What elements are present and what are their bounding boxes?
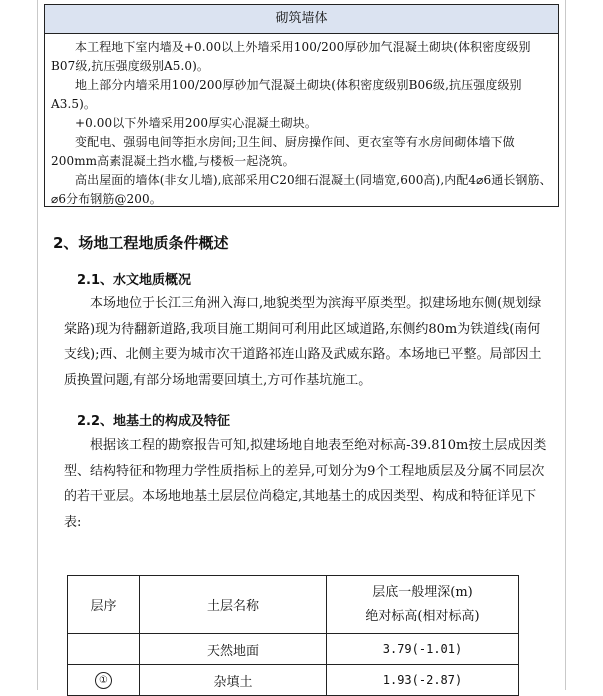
foundation-soil-paragraph: 根据该工程的勘察报告可知,拟建场地自地表至绝对标高-39.810m按土层成因类型、结构特征和物理力学性质指标上的差异,可划分为9个工程地质层及分属不同层次的若干亚层。本场地地基土层层位尚稳定,其地基土的成因类型、构成和特征详见下表:: [64, 438, 547, 530]
header-depth-line1: 层底一般埋深(m): [372, 584, 473, 600]
box-paragraph: +0.00以下外墙采用200厚实心混凝土砌块。: [75, 116, 317, 130]
soil-layer-table: [67, 575, 519, 696]
box-paragraph: 地上部分内墙采用100/200厚砂加气混凝土砌块(体积密度级别B06级,抗压强度级别A3.5)。: [51, 78, 522, 111]
box-paragraph: 变配电、强弱电间等拒水房间;卫生间、厨房操作间、更衣室等有水房间砌体墙下做200mm高素混凝土挡水槛,与楼板一起浇筑。: [51, 135, 515, 168]
table-header-row: [68, 576, 519, 634]
header-seq: 层序: [68, 576, 140, 634]
masonry-wall-box: [44, 4, 559, 207]
hydrogeology-paragraph: 本场地位于长江三角洲入海口,地貌类型为滨海平原类型。拟建场地东侧(规划绿棠路)现为待翻新道路,我项目施工期间可利用此区域道路,东侧约80m为铁道线(南何支线);西、北侧主要为城市次干道路祁连山路及武威东路。本场地已平整。局部因土质换置问题,有部分场地需要回填土,方可作基坑施工。: [64, 296, 542, 388]
cell-seq: [68, 634, 140, 665]
section-2-heading: 2、场地工程地质条件概述: [53, 234, 229, 252]
cell-seq: [68, 665, 140, 696]
header-depth-line2: 绝对标高(相对标高): [365, 608, 480, 624]
table-row: [68, 634, 519, 665]
cell-depth: 3.79(-1.01): [327, 634, 519, 665]
section-2-2-heading: 2.2、地基土的构成及特征: [77, 414, 231, 429]
circled-number: ①: [95, 672, 112, 689]
box-paragraph: 高出屋面的墙体(非女儿墙),底部采用C20细石混凝土(同墙宽,600高),内配4⌀6通长钢筋、⌀6分布钢筋@200。: [51, 173, 552, 206]
header-depth: [327, 576, 519, 634]
masonry-wall-body: [45, 34, 558, 209]
box-paragraph: 本工程地下室内墙及+0.00以上外墙采用100/200厚砂加气混凝土砌块(体积密度级别B07级,抗压强度级别A5.0)。: [51, 40, 531, 73]
header-layer-name: 土层名称: [140, 576, 327, 634]
page-right-edge: [565, 0, 566, 690]
cell-depth: 1.93(-2.87): [327, 665, 519, 696]
section-2-1-heading: 2.1、水文地质概况: [77, 273, 192, 288]
masonry-wall-title: 砌筑墙体: [45, 5, 558, 34]
page-left-edge: [37, 0, 38, 690]
cell-layer-name: 杂填土: [140, 665, 327, 696]
table-row: [68, 665, 519, 696]
cell-layer-name: 天然地面: [140, 634, 327, 665]
